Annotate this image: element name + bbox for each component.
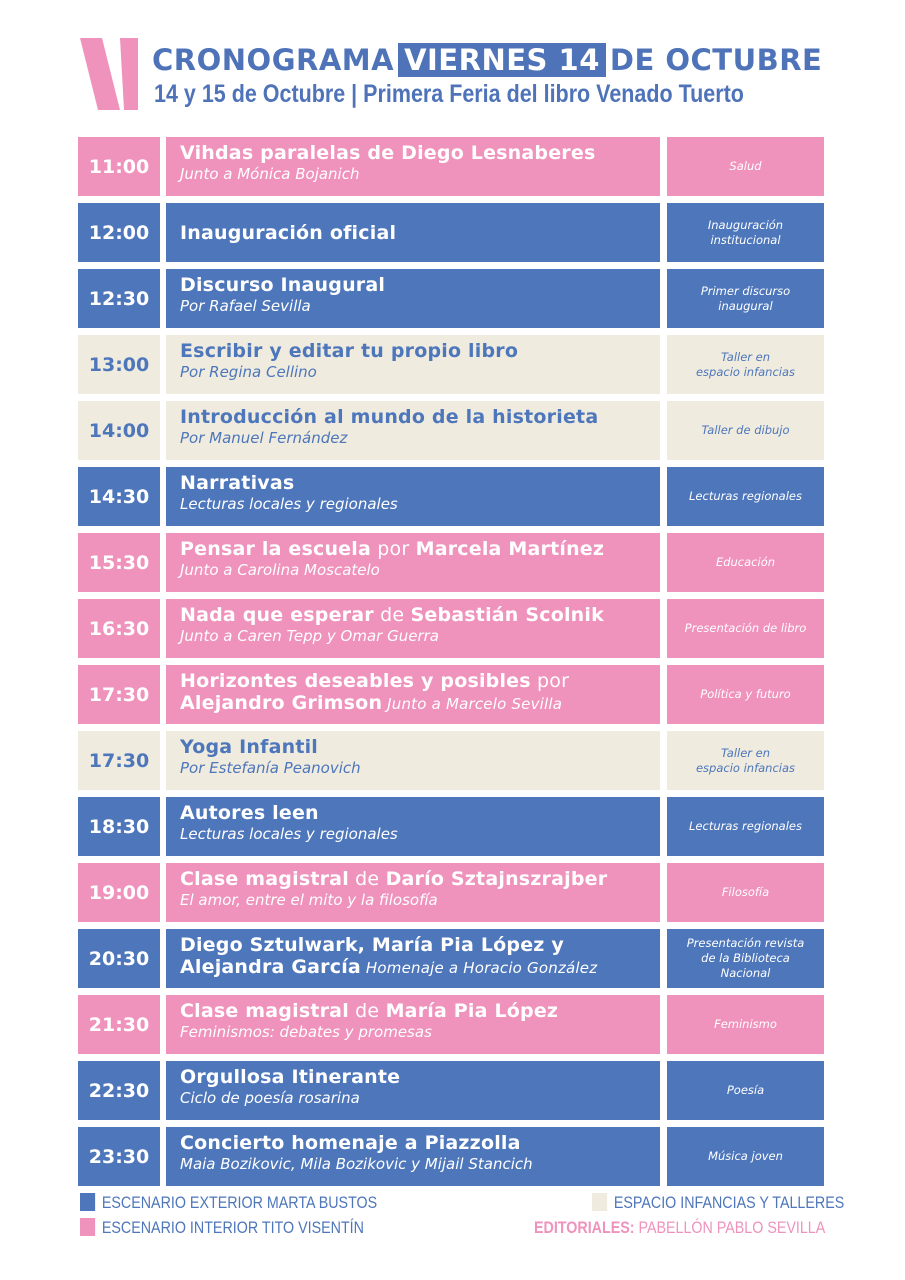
legend-blue [80,1193,377,1213]
event-title-part: Clase magistral [180,1000,349,1022]
event-text [180,868,646,910]
editoriales-key: EDITORIALES: [534,1218,635,1237]
schedule-row [78,335,824,394]
editoriales-value: PABELLÓN PABLO SEVILLA [638,1218,826,1237]
event-time: 19:00 [78,863,160,922]
event-title-part: de [348,868,386,890]
event-details [166,929,660,988]
event-text [180,222,396,244]
event-time: 11:00 [78,137,160,196]
event-text [180,604,646,646]
event-details [166,665,660,724]
event-details [166,863,660,922]
event-time: 17:30 [78,665,160,724]
event-title-part: Pensar la escuela [180,538,372,560]
event-subtitle: Lecturas locales y regionales [180,825,398,843]
event-title [180,1066,646,1088]
event-title [180,274,646,296]
event-title-part: de [348,1000,386,1022]
event-category: Taller en espacio infancias [667,335,824,394]
event-title [180,670,646,692]
event-text [180,934,646,979]
event-title-part: Sebastián Scolnik [410,604,604,626]
page-title [152,40,822,80]
event-details [166,401,660,460]
event-text [180,670,646,715]
event-category: Lecturas regionales [667,467,824,526]
event-title [180,934,646,956]
event-subtitle: Por Regina Cellino [180,363,317,381]
legend-editoriales [534,1218,825,1238]
event-text [180,736,646,778]
event-title-part: Inauguración oficial [180,221,397,244]
event-details [166,335,660,394]
event-details [166,995,660,1054]
event-details [166,1061,660,1120]
legend-cream-label: ESPACIO INFANCIAS Y TALLERES [613,1193,845,1212]
legend-cream [592,1193,844,1213]
event-details [166,203,660,262]
event-subtitle: El amor, entre el mito y la filosofía [180,891,438,909]
event-title-part: María Pia López [385,1000,559,1022]
schedule-row [78,203,824,262]
event-details [166,533,660,592]
schedule-row [78,797,824,856]
title-part-a: CRONOGRAMA [152,43,395,77]
legend-pink-swatch [80,1218,95,1236]
event-title-part: Yoga Infantil [180,736,319,758]
event-title-part: Introducción al mundo de la historieta [180,406,599,428]
event-category: Lecturas regionales [667,797,824,856]
event-title-part: por [530,670,570,692]
schedule-row [78,269,824,328]
event-category: Feminismo [667,995,824,1054]
event-category: Taller en espacio infancias [667,731,824,790]
event-time: 21:30 [78,995,160,1054]
event-subtitle: Junto a Caren Tepp y Omar Guerra [180,627,439,645]
event-category: Política y futuro [667,665,824,724]
event-title [180,736,646,758]
event-details [166,137,660,196]
event-text [180,1066,646,1108]
event-category: Inauguración institucional [667,203,824,262]
event-category: Poesía [667,1061,824,1120]
schedule-row [78,863,824,922]
event-subtitle: Por Estefanía Peanovich [180,759,361,777]
event-title-part: de [373,604,411,626]
event-details [166,797,660,856]
event-title [180,604,646,626]
schedule-row [78,137,824,196]
event-details [166,467,660,526]
event-title-part: Discurso Inaugural [180,274,386,296]
event-text [180,472,646,514]
event-time: 14:30 [78,467,160,526]
event-title-part: por [371,538,416,560]
event-title [180,1000,646,1022]
event-title-part: Clase magistral [180,868,349,890]
event-text [180,802,646,844]
legend-cream-swatch [592,1193,607,1211]
event-title [180,406,646,428]
event-subtitle: Junto a Mónica Bojanich [180,165,360,183]
schedule-row [78,929,824,988]
event-text [180,406,646,448]
event-title-part: Autores leen [180,802,319,824]
event-subtitle: Maia Bozikovic, Mila Bozikovic y Mijail Stancich [180,1155,533,1173]
page-subtitle: 14 y 15 de Octubre | Primera Feria del libro Venado Tuerto [154,80,744,108]
event-details [166,599,660,658]
event-category: Primer discurso inaugural [667,269,824,328]
event-category: Educación [667,533,824,592]
event-text [180,340,646,382]
event-subtitle: Lecturas locales y regionales [180,495,398,513]
event-details [166,269,660,328]
event-time: 16:30 [78,599,160,658]
event-title-part: Narrativas [180,472,295,494]
event-text [180,1000,646,1042]
event-title-part: Diego Sztulwark, María Pia López y [180,934,564,956]
title-highlight: VIERNES 14 [398,43,606,77]
event-title [180,802,646,824]
legend-blue-swatch [80,1193,95,1211]
event-time: 18:30 [78,797,160,856]
schedule-row [78,1127,824,1186]
event-category: Salud [667,137,824,196]
event-text [180,1132,646,1174]
event-category: Música joven [667,1127,824,1186]
event-title [180,222,396,244]
event-title-part: Marcela Martínez [415,538,605,560]
schedule-row [78,467,824,526]
event-time: 20:30 [78,929,160,988]
event-title [180,472,646,494]
event-title-part: Orgullosa Itinerante [180,1066,401,1088]
event-title-part: Vihdas paralelas de Diego Lesnaberes [180,142,596,164]
event-title [180,1132,646,1154]
event-category: Filosofía [667,863,824,922]
event-title-line2 [180,956,646,979]
event-text [180,142,646,184]
event-category: Taller de dibujo [667,401,824,460]
event-title-part: Nada que esperar [180,604,374,626]
event-category: Presentación revista de la Biblioteca Nacional [667,929,824,988]
schedule-row [78,533,824,592]
event-subtitle: Junto a Carolina Moscatelo [180,561,380,579]
legend-blue-label: ESCENARIO EXTERIOR MARTA BUSTOS [101,1193,378,1212]
event-subtitle: Por Rafael Sevilla [180,297,311,315]
event-title-part: Escribir y editar tu propio libro [180,340,519,362]
event-text [180,538,646,580]
title-part-c: DE OCTUBRE [609,43,823,77]
event-title [180,142,646,164]
legend-pink-label: ESCENARIO INTERIOR TITO VISENTÍN [101,1218,364,1237]
event-time: 14:00 [78,401,160,460]
event-details [166,1127,660,1186]
event-category: Presentación de libro [667,599,824,658]
legend-pink [80,1218,364,1238]
schedule-row [78,599,824,658]
event-subtitle: Feminismos: debates y promesas [180,1023,432,1041]
event-title-part: Concierto homenaje a Piazzolla [180,1132,521,1154]
schedule-row [78,731,824,790]
event-time: 17:30 [78,731,160,790]
event-title-part: Homenaje a Horacio González [360,959,598,977]
event-details [166,731,660,790]
event-title-part: Junto a Marcelo Sevilla [382,695,563,713]
event-time: 12:00 [78,203,160,262]
schedule-row [78,995,824,1054]
event-subtitle: Ciclo de poesía rosarina [180,1089,360,1107]
event-text [180,274,646,316]
event-title-part: Alejandra García [180,956,361,978]
event-title-part: Horizontes deseables y posibles [180,670,531,692]
schedule-list [78,137,824,1193]
event-time: 22:30 [78,1061,160,1120]
event-title [180,538,646,560]
schedule-row [78,1061,824,1120]
event-time: 12:30 [78,269,160,328]
event-title-part: Darío Sztajnszrajber [385,868,608,890]
event-title [180,340,646,362]
event-title-line2 [180,692,646,715]
event-title-part: Alejandro Grimson [180,692,383,714]
event-title [180,868,646,890]
event-time: 23:30 [78,1127,160,1186]
schedule-row [78,401,824,460]
schedule-row [78,665,824,724]
event-time: 13:00 [78,335,160,394]
event-subtitle: Por Manuel Fernández [180,429,348,447]
event-time: 15:30 [78,533,160,592]
logo-mark [80,38,144,110]
